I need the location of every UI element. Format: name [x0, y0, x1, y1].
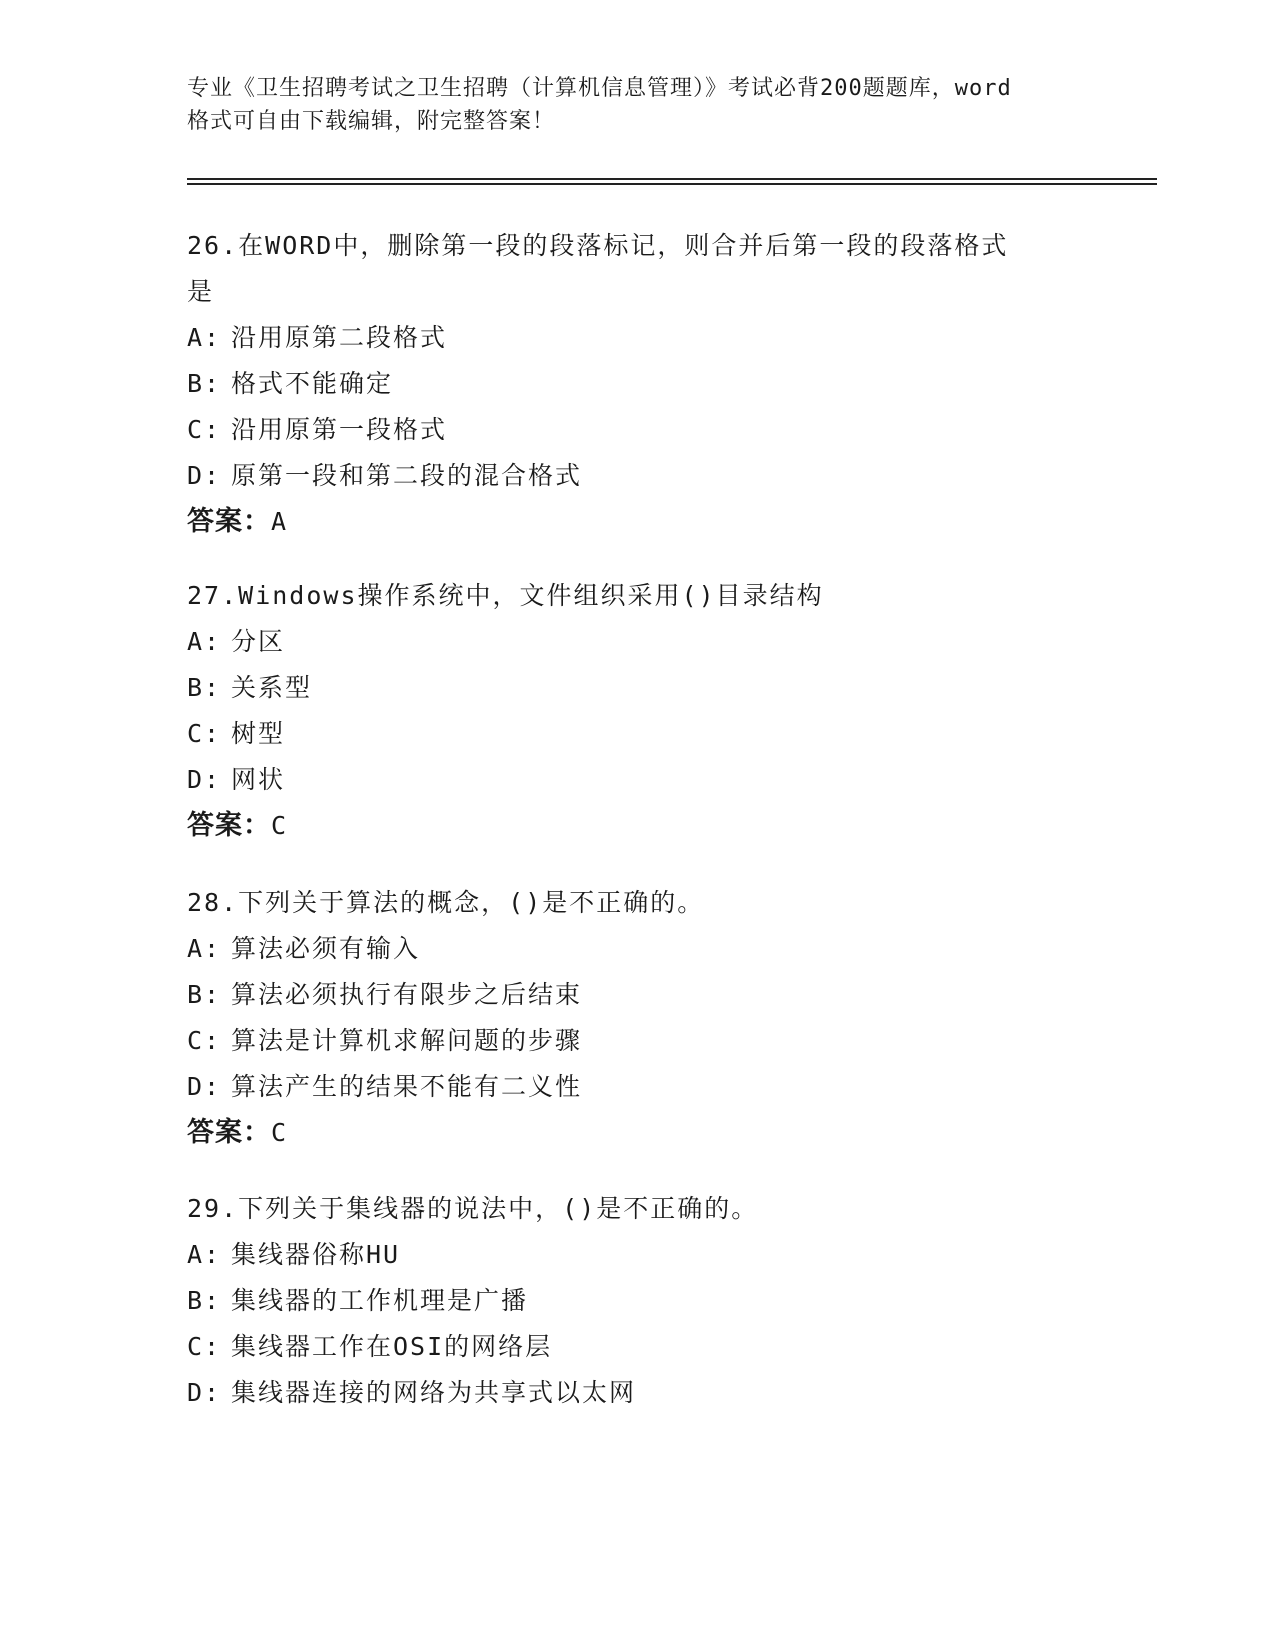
answer [187, 1110, 1087, 1156]
option-c [187, 1324, 1087, 1370]
header-divider-top [187, 178, 1157, 180]
option-text: 分区 [231, 627, 286, 656]
document-header [187, 72, 1087, 138]
header-divider-bottom [187, 183, 1157, 185]
answer [187, 499, 1087, 545]
option-letter: B: [187, 980, 222, 1009]
question-stem: 29.下列关于集线器的说法中，()是不正确的。 [187, 1194, 759, 1223]
option-d [187, 453, 1087, 499]
option-text: 算法是计算机求解问题的步骤 [231, 1026, 583, 1055]
option-text: 算法产生的结果不能有二义性 [231, 1072, 583, 1101]
option-text: 集线器连接的网络为共享式以太网 [231, 1378, 637, 1407]
option-letter: C: [187, 415, 222, 444]
option-c [187, 1018, 1087, 1064]
header-line-2: 格式可自由下载编辑，附完整答案！ [187, 109, 556, 134]
question-29 [187, 1186, 1087, 1416]
answer-label: 答案： [187, 1117, 271, 1148]
option-text: 关系型 [231, 673, 313, 702]
option-letter: C: [187, 719, 222, 748]
option-b [187, 665, 1087, 711]
question-26 [187, 223, 1087, 545]
option-letter: D: [187, 461, 222, 490]
option-text: 原第一段和第二段的混合格式 [231, 461, 583, 490]
option-a [187, 315, 1087, 361]
question-stem: 27.Windows操作系统中，文件组织采用()目录结构 [187, 581, 824, 610]
question-stem-line-2: 是 [187, 277, 215, 306]
option-letter: D: [187, 1072, 222, 1101]
option-letter: A: [187, 627, 222, 656]
option-letter: D: [187, 765, 222, 794]
answer-label: 答案： [187, 506, 271, 537]
option-text: 集线器俗称HU [231, 1240, 401, 1269]
option-text: 算法必须有输入 [231, 934, 421, 963]
answer [187, 803, 1087, 849]
option-letter: A: [187, 323, 222, 352]
option-a [187, 619, 1087, 665]
option-letter: B: [187, 369, 222, 398]
option-letter: C: [187, 1332, 222, 1361]
option-letter: B: [187, 673, 222, 702]
answer-value: C [271, 811, 288, 840]
question-stem-line-1: 26.在WORD中，删除第一段的段落标记，则合并后第一段的段落格式 [187, 231, 1009, 260]
answer-label: 答案： [187, 810, 271, 841]
option-text: 网状 [231, 765, 286, 794]
option-letter: B: [187, 1286, 222, 1315]
option-letter: D: [187, 1378, 222, 1407]
option-b [187, 972, 1087, 1018]
option-text: 沿用原第二段格式 [231, 323, 448, 352]
option-letter: A: [187, 934, 222, 963]
option-c [187, 407, 1087, 453]
option-d [187, 1064, 1087, 1110]
option-text: 集线器的工作机理是广播 [231, 1286, 529, 1315]
option-a [187, 926, 1087, 972]
question-28 [187, 880, 1087, 1156]
answer-value: A [271, 507, 288, 536]
question-stem [187, 223, 1087, 315]
option-text: 集线器工作在OSI的网络层 [231, 1332, 553, 1361]
question-27 [187, 573, 1087, 849]
answer-value: C [271, 1118, 288, 1147]
option-text: 沿用原第一段格式 [231, 415, 448, 444]
option-letter: A: [187, 1240, 222, 1269]
option-d [187, 1370, 1087, 1416]
option-d [187, 757, 1087, 803]
option-b [187, 361, 1087, 407]
option-b [187, 1278, 1087, 1324]
option-a [187, 1232, 1087, 1278]
header-line-1: 专业《卫生招聘考试之卫生招聘（计算机信息管理）》考试必背200题题库，word [187, 76, 1012, 101]
question-stem: 28.下列关于算法的概念，()是不正确的。 [187, 888, 705, 917]
option-text: 格式不能确定 [231, 369, 394, 398]
option-text: 树型 [231, 719, 286, 748]
option-letter: C: [187, 1026, 222, 1055]
option-c [187, 711, 1087, 757]
option-text: 算法必须执行有限步之后结束 [231, 980, 583, 1009]
